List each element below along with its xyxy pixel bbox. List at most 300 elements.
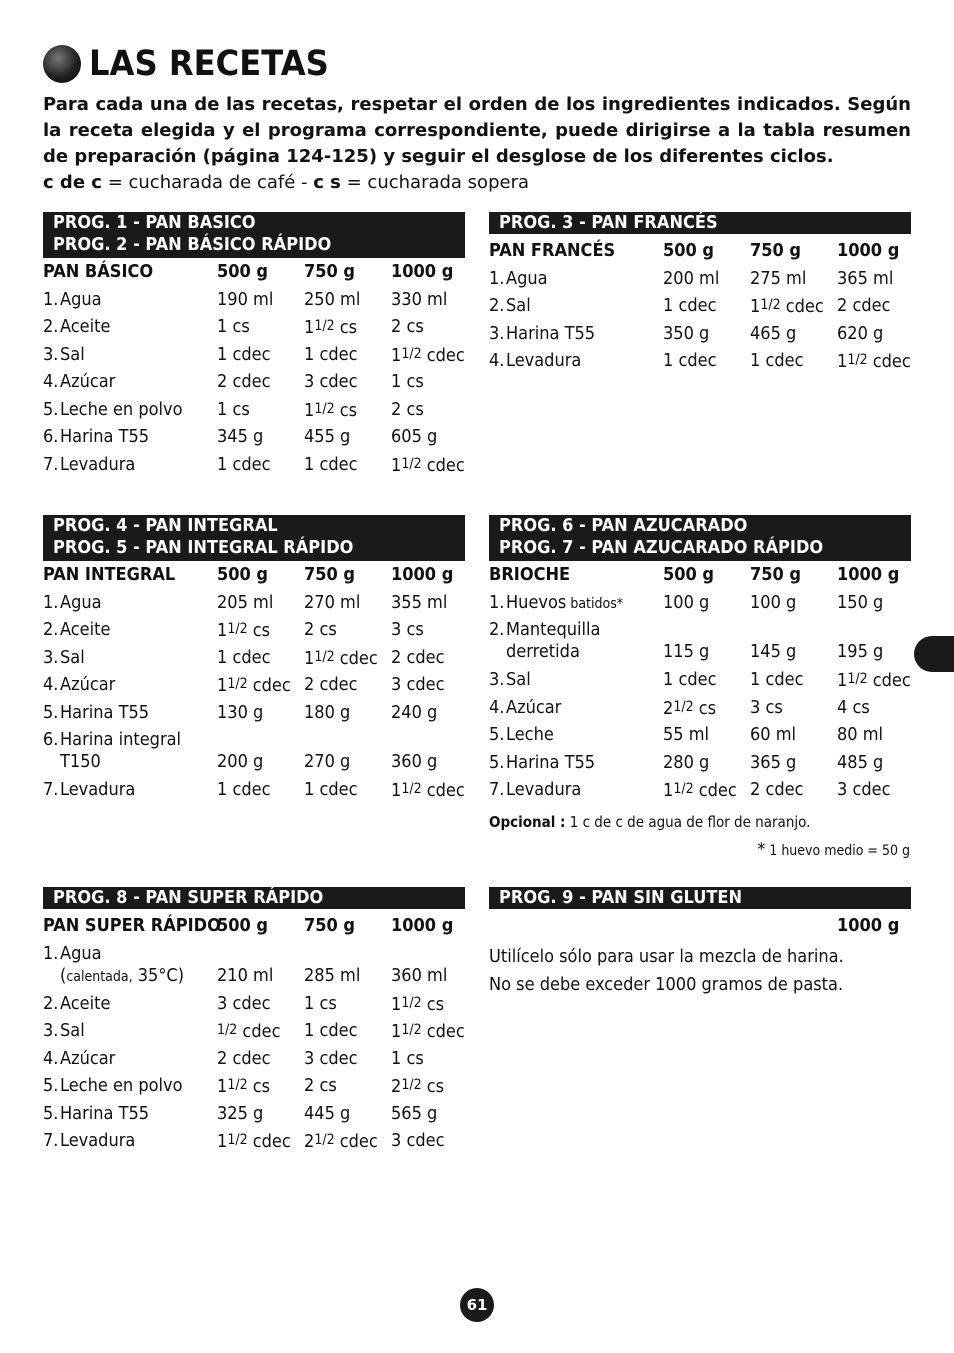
ingredient-label: Huevos <box>506 591 567 613</box>
ingredient-label: Azúcar <box>60 371 116 392</box>
qty-750g: 1 cdec <box>750 350 804 371</box>
recipe-header-bar <box>489 887 911 909</box>
fraction: 1/2 <box>314 318 335 334</box>
fraction: 1/2 <box>760 297 781 313</box>
ingredient-name <box>489 616 600 663</box>
ingredient-number: 7. <box>43 779 59 800</box>
ingredient-name <box>43 1072 183 1100</box>
footnote-text: 1 huevo medio = 50 g <box>765 843 910 859</box>
ingredient-name <box>489 347 581 375</box>
qty-750g: 285 ml <box>304 964 361 986</box>
ingredient-note: batidos* <box>566 595 624 612</box>
qty-500g: 3 cdec <box>217 992 271 1014</box>
ingredient-row <box>43 341 465 369</box>
qty-500g: 11/2 cs <box>217 1076 271 1097</box>
recipe-table <box>43 258 465 478</box>
ingredient-number: 5. <box>43 1102 59 1124</box>
ingredient-name <box>43 1017 85 1045</box>
qty-500g: 1 cdec <box>217 453 271 475</box>
ingredient-name <box>43 589 102 617</box>
ingredient-label: Aceite <box>60 619 111 640</box>
qty-500g: 280 g <box>663 751 710 773</box>
recipe-header-bar <box>43 515 465 561</box>
recipe-name-header: PAN BÁSICO <box>43 261 154 282</box>
ingredient-row <box>489 589 911 617</box>
fraction: 1/2 <box>314 648 335 665</box>
ingredient-label: Sal <box>60 343 85 365</box>
ingredient-label: Leche en polvo <box>60 398 183 420</box>
qty-1000g: 11/2 cdec <box>391 454 465 476</box>
qty-1000g: 3 cdec <box>837 779 891 800</box>
ingredient-row <box>489 776 911 804</box>
ingredient-number: 1. <box>489 267 505 289</box>
ingredient-number: 2. <box>489 619 505 640</box>
recipe-header-bar <box>489 212 911 234</box>
optional-text: 1 c de c de agua de flor de naranjo. <box>565 813 811 831</box>
qty-1000g: 80 ml <box>837 724 884 745</box>
qty-500g: 2 cdec <box>217 1047 271 1069</box>
fraction: 1/2 <box>227 1077 248 1093</box>
ingredient-number: 5. <box>43 398 59 420</box>
ingredient-name <box>43 286 102 314</box>
qty-500g: 1 cdec <box>663 669 717 690</box>
qty-1000g-header: 1000 g <box>391 564 454 585</box>
qty-500g: 11/2 cdec <box>217 675 291 696</box>
ingredient-number: 4. <box>43 674 59 695</box>
ingredient-number: 1. <box>43 288 59 310</box>
ingredient-row <box>43 940 465 990</box>
qty-750g: 275 ml <box>750 267 807 289</box>
ingredient-row <box>489 721 911 749</box>
qty-500g: 325 g <box>217 1102 264 1124</box>
ingredient-name <box>43 368 115 396</box>
qty-1000g: 3 cdec <box>391 1130 445 1151</box>
fraction: 1/2 <box>314 400 335 417</box>
ingredient-number: 3. <box>43 1020 59 1041</box>
fraction: 1/2 <box>227 621 248 637</box>
egg-footnote <box>757 840 910 861</box>
ingredient-row <box>489 347 911 375</box>
recipe-name-header: BRIOCHE <box>489 564 571 585</box>
recipe-header-bar <box>43 887 465 909</box>
ingredient-label-continued: T150 <box>60 751 101 772</box>
optional-label: Opcional : <box>489 813 566 831</box>
ingredient-label-continued: derretida <box>506 641 580 662</box>
qty-500g: 1 cdec <box>217 646 271 668</box>
qty-500g-header: 500 g <box>663 564 715 585</box>
ingredient-label: Leche en polvo <box>60 1075 183 1096</box>
ingredient-row <box>43 616 465 644</box>
ingredient-row <box>43 1017 465 1045</box>
qty-1000g: 330 ml <box>391 288 448 310</box>
ingredient-label: Harina T55 <box>60 701 150 723</box>
recipe-block-prog-8 <box>43 887 465 1155</box>
qty-750g: 1 cs <box>304 992 337 1014</box>
ingredient-label: Harina T55 <box>60 1102 150 1124</box>
qty-750g: 2 cdec <box>750 779 804 800</box>
qty-1000g: 485 g <box>837 751 884 773</box>
ingredient-name <box>43 726 181 773</box>
qty-1000g: 360 g <box>391 751 438 772</box>
qty-750g: 445 g <box>304 1102 351 1124</box>
fraction: 1/2 <box>401 994 422 1011</box>
ingredient-number: 2. <box>43 316 59 337</box>
ingredient-row <box>43 699 465 727</box>
ingredient-row <box>489 694 911 722</box>
ingredient-label: Harina integral <box>60 729 182 750</box>
program-label: PROG. 8 - PAN SUPER RÁPIDO <box>53 887 324 908</box>
qty-1000g: 11/2 cdec <box>391 344 465 366</box>
ingredient-name <box>489 694 561 722</box>
qty-1000g: 150 g <box>837 591 884 613</box>
ingredient-row <box>43 1127 465 1155</box>
ingredient-name <box>43 616 110 644</box>
ingredient-label: Levadura <box>60 779 136 800</box>
section-tab-marker <box>914 636 954 672</box>
fraction: 1/2 <box>401 345 422 362</box>
ingredient-row <box>43 368 465 396</box>
qty-1000g: 2 cs <box>391 316 424 337</box>
qty-750g: 21/2 cdec <box>304 1131 378 1152</box>
qty-750g-header: 750 g <box>750 564 802 585</box>
ingredient-number: 5. <box>489 751 505 773</box>
ingredient-name <box>489 721 554 749</box>
qty-750g: 11/2 cs <box>304 317 358 338</box>
qty-750g: 3 cdec <box>304 1047 358 1069</box>
ingredient-name <box>43 1100 149 1128</box>
recipe-name-header: PAN FRANCÉS <box>489 240 616 261</box>
ingredient-row <box>43 776 465 804</box>
ingredient-number: 4. <box>43 1047 59 1069</box>
ingredient-label: Aceite <box>60 992 111 1014</box>
ingredient-row <box>43 726 465 776</box>
ingredient-name <box>43 396 183 424</box>
qty-750g-header: 750 g <box>750 240 802 261</box>
ingredient-label: Harina T55 <box>60 426 150 447</box>
ingredient-row <box>43 313 465 341</box>
qty-500g: 1 cdec <box>663 350 717 371</box>
ingredient-label: Harina T55 <box>506 322 596 344</box>
qty-750g: 455 g <box>304 426 351 447</box>
ingredient-row <box>43 286 465 314</box>
ingredient-number: 5. <box>489 724 505 745</box>
ingredient-label: Sal <box>60 646 85 668</box>
qty-1000g: 355 ml <box>391 591 448 613</box>
ingredient-name <box>489 749 595 777</box>
ingredient-row <box>489 616 911 666</box>
ingredient-name <box>489 320 595 348</box>
fraction: 1/2 <box>217 1022 238 1038</box>
qty-1000g: 365 ml <box>837 267 894 289</box>
ingredient-row <box>43 423 465 451</box>
ingredient-number: 2. <box>489 295 505 316</box>
recipe-table-head <box>43 912 465 940</box>
fraction: 1/2 <box>401 455 422 472</box>
ingredient-label-continued: (calentada, 35°C) <box>60 964 185 986</box>
fraction: 1/2 <box>847 671 868 687</box>
intro-paragraph: Para cada una de las recetas, respetar el orden de los ingredientes indicados. Según la receta elegida y el programa correspondiente, puede dirigirse a la tabla resumen de preparación (página 124-125) y seguir el desglose de los diferentes ciclos. <box>43 94 911 167</box>
qty-750g-header: 750 g <box>304 564 356 585</box>
qty-1000g-header: 1000 g <box>391 261 454 282</box>
qty-500g: 1 cdec <box>663 295 717 316</box>
recipe-table-head <box>489 561 911 589</box>
qty-1000g-header: 1000 g <box>837 564 900 585</box>
ingredient-row <box>489 265 911 293</box>
ingredient-row <box>489 666 911 694</box>
qty-500g: 115 g <box>663 641 710 662</box>
ingredient-row <box>43 671 465 699</box>
qty-750g: 1 cdec <box>304 779 358 800</box>
legend-cs-text: = cucharada sopera <box>340 172 530 193</box>
qty-500g: 55 ml <box>663 724 710 745</box>
abbreviation-legend <box>43 170 911 196</box>
fraction: 1/2 <box>227 1132 248 1148</box>
qty-750g: 270 g <box>304 751 351 772</box>
ingredient-label: Agua <box>60 591 102 613</box>
qty-1000g: 21/2 cs <box>391 1076 445 1097</box>
fraction: 1/2 <box>401 1022 422 1038</box>
qty-500g: 100 g <box>663 591 710 613</box>
recipe-block-prog-6-7 <box>489 515 911 804</box>
ingredient-label: Mantequilla <box>506 619 601 640</box>
ingredient-number: 3. <box>43 343 59 365</box>
program-label: PROG. 5 - PAN INTEGRAL RÁPIDO <box>53 537 354 558</box>
recipe-table <box>489 237 911 375</box>
ingredient-label: Agua <box>60 942 102 964</box>
fraction: 1/2 <box>401 1077 422 1093</box>
qty-1000g-header: 1000 g <box>391 915 454 936</box>
ingredient-name <box>43 1127 135 1155</box>
program-label: PROG. 2 - PAN BÁSICO RÁPIDO <box>53 234 332 255</box>
program-label: PROG. 9 - PAN SIN GLUTEN <box>499 887 743 908</box>
qty-750g: 1 cdec <box>304 1020 358 1041</box>
ingredient-label: Sal <box>60 1020 85 1041</box>
qty-750g: 1 cdec <box>750 669 804 690</box>
ingredient-label: Agua <box>506 267 548 289</box>
ingredient-row <box>43 1045 465 1073</box>
qty-500g: 210 ml <box>217 964 274 986</box>
fraction: 1/2 <box>314 1132 335 1148</box>
ingredient-number: 1. <box>489 591 505 613</box>
ingredient-number: 4. <box>489 696 505 718</box>
ingredient-name <box>43 671 115 699</box>
qty-500g: 200 ml <box>663 267 720 289</box>
ingredient-number: 6. <box>43 729 59 750</box>
qty-750g: 145 g <box>750 641 797 662</box>
ingredient-label: Harina T55 <box>506 751 596 773</box>
qty-1000g: 3 cs <box>391 619 424 640</box>
qty-500g: 1 cdec <box>217 343 271 365</box>
qty-750g: 365 g <box>750 751 797 773</box>
ingredient-label: Aceite <box>60 316 111 337</box>
ingredient-name <box>43 1045 115 1073</box>
qty-500g: 1/2 cdec <box>217 1021 281 1042</box>
page-number: 61 <box>460 1288 494 1322</box>
program-label: PROG. 4 - PAN INTEGRAL <box>53 515 278 536</box>
fraction: 1/2 <box>401 781 422 797</box>
ingredient-row <box>43 644 465 672</box>
recipe-header-bar <box>489 515 911 561</box>
ingredient-row <box>43 589 465 617</box>
fraction: 1/2 <box>227 676 248 692</box>
recipe-header-bar <box>43 212 465 258</box>
qty-1000g: 605 g <box>391 426 438 447</box>
qty-500g: 205 ml <box>217 591 274 613</box>
qty-500g-header: 500 g <box>217 564 269 585</box>
qty-1000g: 1 cs <box>391 1047 424 1069</box>
qty-1000g: 4 cs <box>837 696 870 718</box>
ingredient-note-rest: 35°C) <box>132 964 185 986</box>
recipe-table <box>43 990 465 1155</box>
qty-1000g: 2 cdec <box>837 295 891 316</box>
qty-750g: 3 cdec <box>304 371 358 392</box>
qty-1000g: 240 g <box>391 701 438 723</box>
ingredient-label: Levadura <box>506 350 582 371</box>
program-label: PROG. 6 - PAN AZUCARADO <box>499 515 748 536</box>
qty-750g: 3 cs <box>750 696 783 718</box>
qty-1000g: 1 cs <box>391 371 424 392</box>
ingredient-name <box>489 292 531 320</box>
ingredient-number: 7. <box>489 779 505 800</box>
ingredient-label: Agua <box>60 288 102 310</box>
qty-750g: 2 cdec <box>304 674 358 695</box>
ingredient-number: 1. <box>43 591 59 613</box>
ingredient-number: 7. <box>43 453 59 475</box>
ingredient-name <box>489 265 548 293</box>
recipe-table <box>43 561 465 726</box>
qty-750g: 11/2 cs <box>304 399 358 421</box>
ingredient-row <box>43 396 465 424</box>
recipe-block-prog-4-5 <box>43 515 465 804</box>
qty-1000g: 565 g <box>391 1102 438 1124</box>
ingredient-label: Leche <box>506 724 554 745</box>
qty-750g: 465 g <box>750 322 797 344</box>
qty-750g: 11/2 cdec <box>750 296 824 317</box>
ingredient-row <box>43 1072 465 1100</box>
qty-500g: 11/2 cs <box>217 620 271 641</box>
ingredient-label: Levadura <box>506 779 582 800</box>
qty-1000g-header: 1000 g <box>837 240 900 261</box>
qty-750g-header: 750 g <box>304 261 356 282</box>
fraction: 1/2 <box>847 352 868 368</box>
table-header-row <box>43 912 465 940</box>
bullet-circle-icon <box>43 45 81 83</box>
qty-1000g: 195 g <box>837 641 884 662</box>
recipe-block-prog-3 <box>489 212 911 375</box>
program-label: PROG. 7 - PAN AZUCARADO RÁPIDO <box>499 537 824 558</box>
qty-1000g-header: 1000 g <box>837 915 900 936</box>
ingredient-name <box>489 666 531 694</box>
qty-750g: 60 ml <box>750 724 797 745</box>
ingredient-number: 5. <box>43 1075 59 1096</box>
ingredient-label: Levadura <box>60 1130 136 1151</box>
recipe-table <box>489 666 911 804</box>
qty-500g: 11/2 cdec <box>217 1131 291 1152</box>
qty-500g: 200 g <box>217 751 264 772</box>
recipe-name-header: PAN INTEGRAL <box>43 564 176 585</box>
instruction-line: No se debe exceder 1000 gramos de pasta. <box>489 974 844 995</box>
fraction: 1/2 <box>673 698 694 715</box>
qty-1000g: 11/2 cs <box>391 993 445 1015</box>
qty-500g: 1 cs <box>217 316 250 337</box>
table-header-row <box>489 912 911 940</box>
ingredient-number: 3. <box>489 669 505 690</box>
qty-750g: 2 cs <box>304 619 337 640</box>
table-header-row <box>43 561 465 589</box>
ingredient-number: 7. <box>43 1130 59 1151</box>
ingredient-name <box>43 451 135 479</box>
gluten-free-instructions <box>489 943 844 999</box>
ingredient-name <box>43 699 149 727</box>
ingredient-name <box>43 940 184 988</box>
qty-1000g: 11/2 cdec <box>837 670 911 691</box>
qty-750g: 100 g <box>750 591 797 613</box>
table-header-row <box>489 237 911 265</box>
ingredient-note: calentada, <box>66 968 133 985</box>
ingredient-label: Sal <box>506 295 531 316</box>
ingredient-number: 2. <box>43 992 59 1014</box>
ingredient-row <box>489 320 911 348</box>
ingredient-name <box>43 423 149 451</box>
recipe-table-tail <box>43 776 465 804</box>
qty-500g: 11/2 cdec <box>663 780 737 801</box>
ingredient-name <box>43 341 85 369</box>
qty-500g: 345 g <box>217 426 264 447</box>
qty-1000g: 11/2 cdec <box>391 780 465 801</box>
qty-500g: 190 ml <box>217 288 274 310</box>
qty-1000g: 3 cdec <box>391 674 445 695</box>
footnote-asterisk: * <box>757 839 766 860</box>
ingredient-label: Levadura <box>60 453 136 475</box>
ingredient-number: 4. <box>43 371 59 392</box>
qty-750g: 11/2 cdec <box>304 647 378 669</box>
program-label: PROG. 1 - PAN BASICO <box>53 212 256 233</box>
ingredient-number: 4. <box>489 350 505 371</box>
qty-750g: 270 ml <box>304 591 361 613</box>
qty-500g: 130 g <box>217 701 264 723</box>
qty-750g: 1 cdec <box>304 453 358 475</box>
qty-1000g: 11/2 cdec <box>391 1021 465 1042</box>
qty-750g: 180 g <box>304 701 351 723</box>
qty-1000g: 2 cs <box>391 398 424 420</box>
ingredient-number: 1. <box>43 942 59 964</box>
qty-750g: 2 cs <box>304 1075 337 1096</box>
ingredient-number: 2. <box>43 619 59 640</box>
qty-500g: 1 cs <box>217 398 250 420</box>
fraction: 1/2 <box>673 781 694 797</box>
qty-1000g: 360 ml <box>391 964 448 986</box>
qty-500g-header: 500 g <box>663 240 715 261</box>
qty-750g-header: 750 g <box>304 915 356 936</box>
qty-500g: 2 cdec <box>217 371 271 392</box>
qty-500g: 21/2 cs <box>663 697 717 719</box>
ingredient-name <box>43 990 110 1018</box>
recipe-name-header: PAN SUPER RÁPIDO <box>43 915 221 936</box>
legend-cdec-text: = cucharada de café - <box>101 172 314 193</box>
title-row <box>43 40 350 88</box>
ingredient-number: 5. <box>43 701 59 723</box>
qty-500g-header: 500 g <box>217 261 269 282</box>
table-header-row <box>489 561 911 589</box>
page-title: LAS RECETAS <box>89 44 329 84</box>
qty-1000g: 620 g <box>837 322 884 344</box>
ingredient-row <box>489 749 911 777</box>
program-label: PROG. 3 - PAN FRANCÉS <box>499 212 718 233</box>
ingredient-row <box>43 990 465 1018</box>
ingredient-number: 3. <box>43 646 59 668</box>
ingredient-label: Azúcar <box>60 1047 116 1069</box>
qty-500g-header: 500 g <box>217 915 269 936</box>
